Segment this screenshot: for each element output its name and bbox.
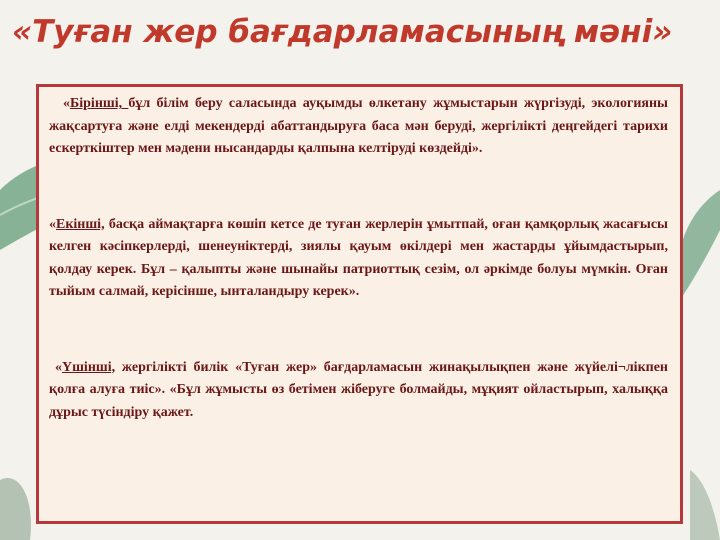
leaf-right-icon: [677, 190, 720, 300]
paragraph-text: бұл білім беру саласында ауқымды өлкетану жұмыстарын жүргізуді, экологияны жақсартуға және елді мекендерді абаттандыруға баса мән беруді, жергілікті деңгейдегі тарихи ескерткіштер мен мәдени нысандарды қалпына келтіруді көздейді».: [49, 96, 668, 156]
paragraph-open-quote: «: [63, 96, 70, 111]
slide-title: «Туған жер бағдарламасының мәні»: [12, 14, 673, 50]
paragraph-open-quote: «: [49, 216, 56, 232]
paragraph-open-quote: «: [55, 359, 62, 375]
paragraph-first: [49, 93, 668, 161]
content-box: [36, 84, 683, 524]
paragraph-lead: Екінші,: [56, 216, 105, 232]
paragraph-text: жергілікті билік «Туған жер» бағдарламасын жинақылықпен және жүйелі¬лікпен қолға алуға тиіс». «Бұл жұмысты өз бетімен жіберуге болмайды, мұқият ойластырып, халыққа дұрыс түсіндіру қажет.: [49, 359, 668, 420]
paragraph-lead: Бірінші,: [70, 96, 129, 111]
paragraph-lead: Үшінші,: [62, 359, 116, 375]
paragraph-second: [49, 214, 668, 304]
paragraph-third: [49, 357, 668, 425]
paragraph-text: басқа аймақтарға көшіп кетсе де туған жерлерін ұмытпай, оған қамқорлық жасағысы келген кәсіпкерлерді, шенеуніктерді, зиялы қауым өкілдері мен жастарды ұйымдастырып, қолдау керек. Бұл – қалыпты және шынайы патриоттық сезім, ол әркімде болуы мүмкін. Оған тыйым салмай, керісінше, ынталандыру керек».: [49, 216, 668, 299]
